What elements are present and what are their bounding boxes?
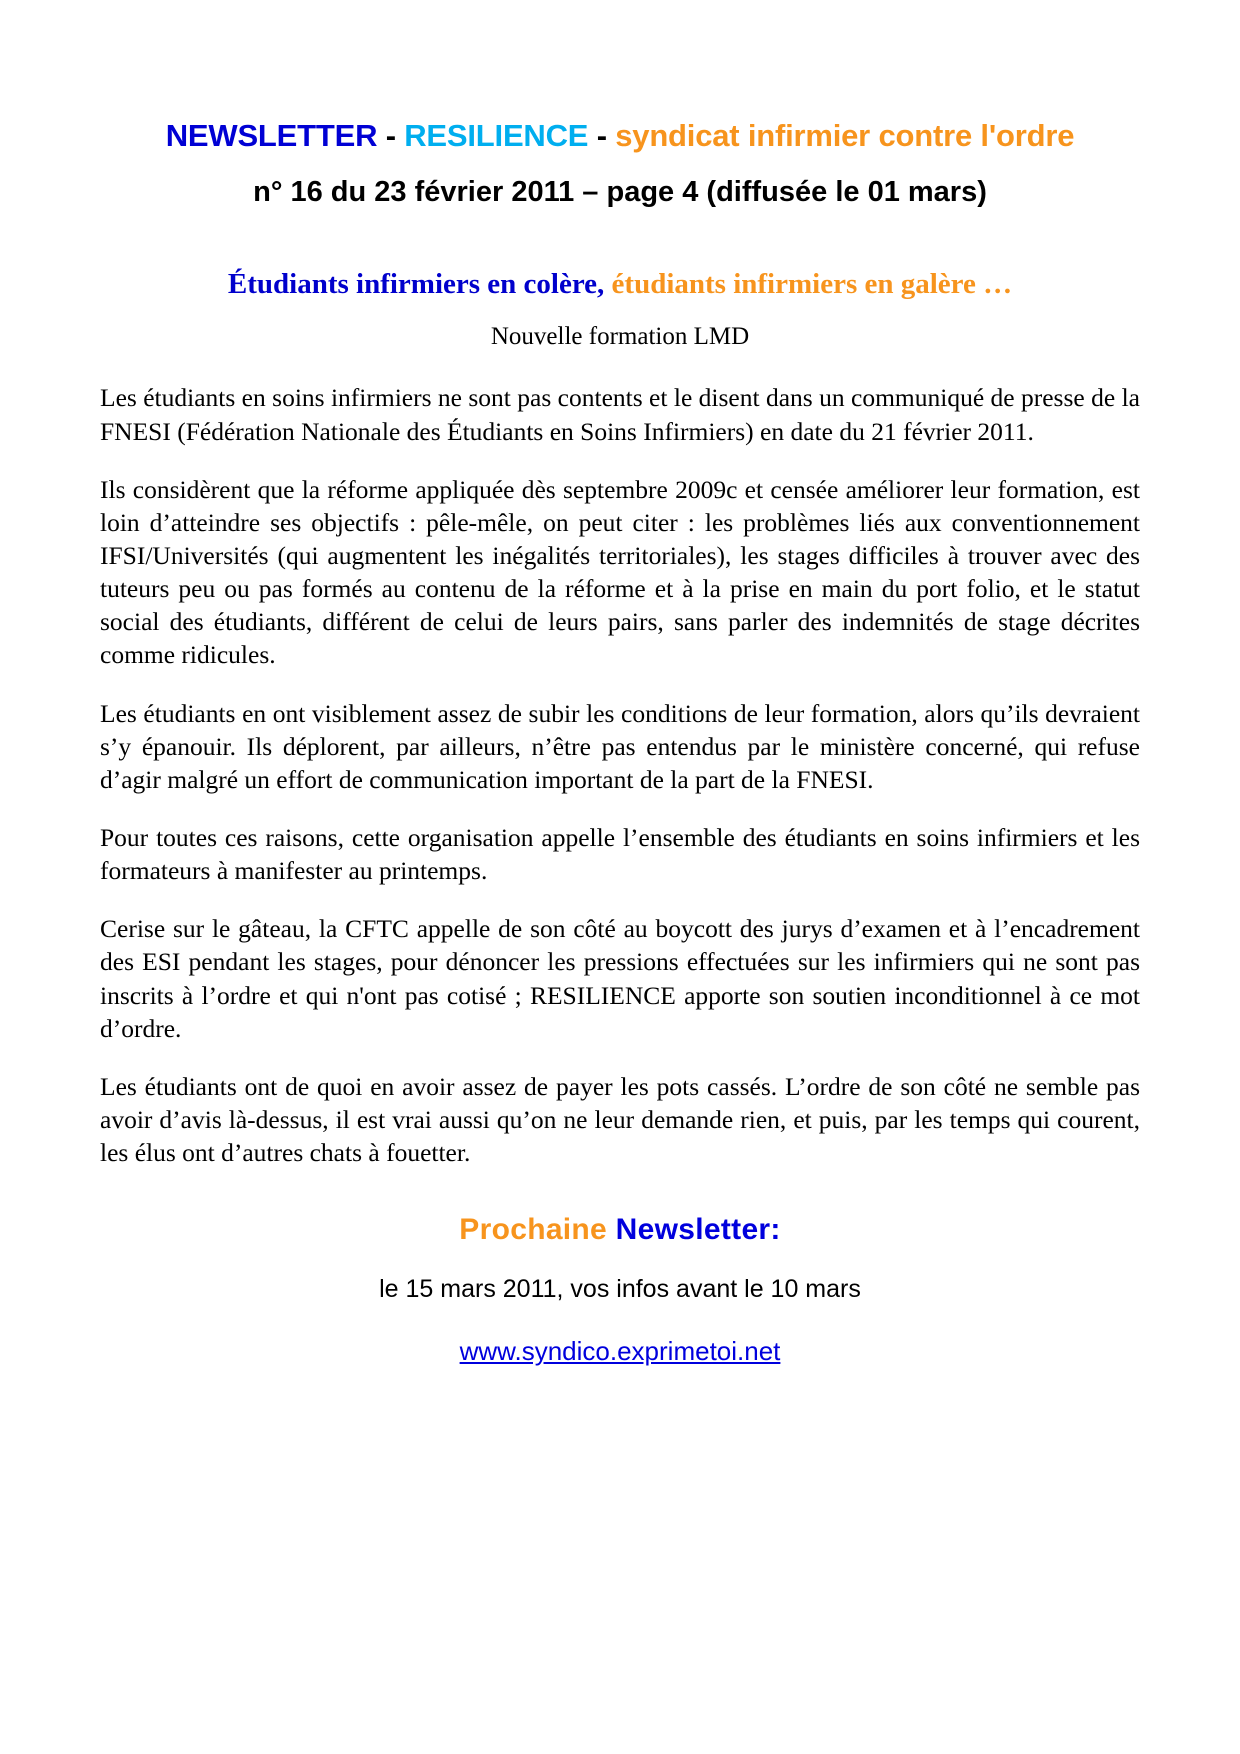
masthead-title [100, 118, 1140, 154]
article-paragraph: Les étudiants ont de quoi en avoir assez de payer les pots cassés. L’ordre de son côté ne semble pas avoir d’avis là-dessus, il est vrai aussi qu’on ne leur demande rien, et puis, par les temps qui courent, les élus ont d’autres chats à fouetter. [100, 1071, 1140, 1168]
article-paragraph: Les étudiants en ont visiblement assez de subir les conditions de leur formation, alors qu’ils devraient s’y épanouir. Ils déplorent, par ailleurs, n’être pas entendus par le ministère concerné, qui refuse d’agir malgré un effort de communication important de la part de la FNESI. [100, 698, 1140, 794]
article-body [100, 381, 1140, 1169]
article-paragraph: Les étudiants en soins infirmiers ne sont pas contents et le disent dans un communiqué de presse de la FNESI (Fédération Nationale des Étudiants en Soins Infirmiers) en date du 21 février 2011. [100, 383, 1140, 446]
issue-line: n° 16 du 23 février 2011 – page 4 (diffusée le 01 mars) [253, 175, 987, 208]
masthead-word-newsletter: NEWSLETTER [165, 118, 378, 153]
article-paragraph: Pour toutes ces raisons, cette organisation appelle l’ensemble des étudiants en soins infirmiers et les formateurs à manifester au printemps. [100, 822, 1140, 886]
footer-heading-newsletter: Newsletter: [607, 1213, 781, 1247]
footer-heading-prochaine: Prochaine [459, 1213, 608, 1247]
article-title-part-blue: Étudiants infirmiers en colère, [227, 267, 605, 300]
masthead-tagline: syndicat infirmier contre l'ordre [615, 118, 1075, 153]
article-paragraph: Ils considèrent que la réforme appliquée dès septembre 2009c et censée améliorer leur formation, est loin d’atteindre ses objectifs : pêle-mêle, on peut citer : les problèmes liés aux conventionnement IFSI/Universités (qui augmentent les inégalités territoriales), les stages difficiles à trouver avec des tuteurs peu ou pas formés au contenu de la réforme et à la prise en main du port folio, et le statut social des étudiants, différent de celui de leurs pairs, sans parler des indemnités de stage décrites comme ridicules. [100, 474, 1140, 670]
article-paragraph: Cerise sur le gâteau, la CFTC appelle de son côté au boycott des jurys d’examen et à l’encadrement des ESI pendant les stages, pour dénoncer les pressions effectuées sur les infirmiers qui ne sont pas inscrits à l’ordre et qui n'ont pas cotisé ; RESILIENCE apporte son soutien inconditionnel à ce mot d’ordre. [100, 914, 1140, 1043]
footer-date-line: le 15 mars 2011, vos infos avant le 10 mars [379, 1275, 861, 1304]
masthead-separator-1: - [377, 118, 405, 153]
masthead-separator-2: - [588, 118, 616, 153]
website-link[interactable]: www.syndico.exprimetoi.net [459, 1336, 781, 1367]
masthead [100, 0, 1140, 209]
footer-heading [100, 1213, 1140, 1247]
footer [100, 1213, 1140, 1367]
article-title [100, 267, 1140, 302]
masthead-word-resilience: RESILIENCE [404, 118, 589, 153]
article-title-part-orange: étudiants infirmiers en galère … [604, 267, 1013, 300]
article-subtitle: Nouvelle formation LMD [490, 323, 750, 351]
